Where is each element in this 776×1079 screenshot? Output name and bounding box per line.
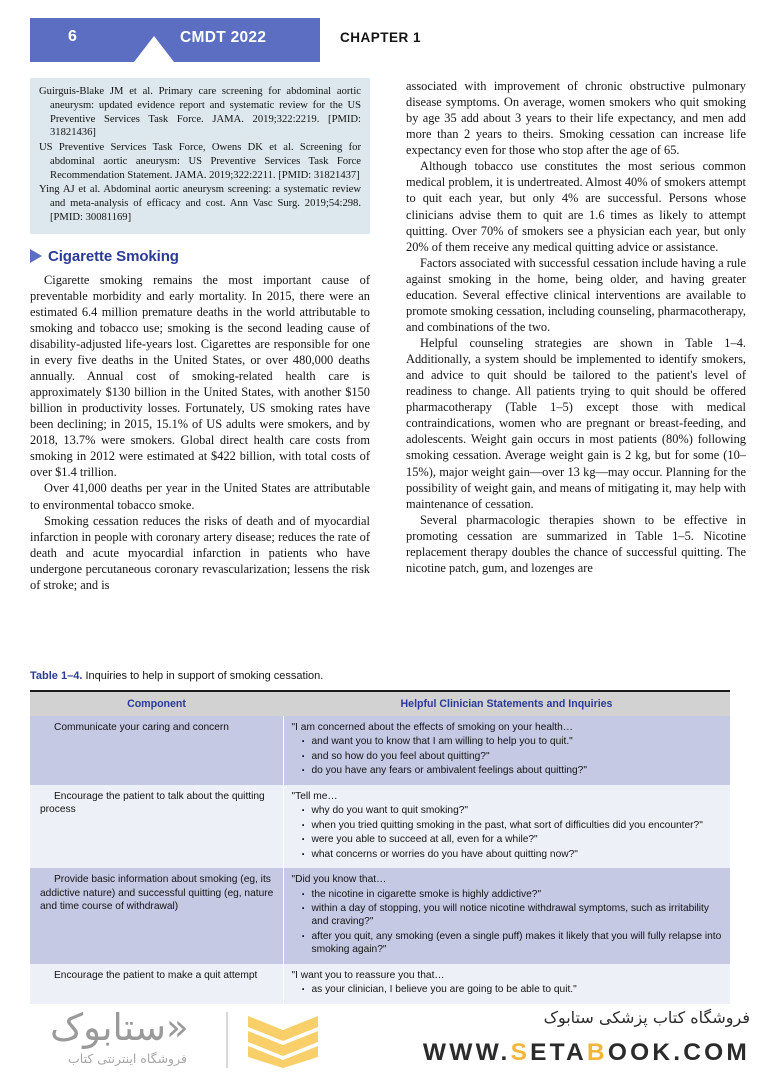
paragraph: Helpful counseling strategies are shown in Table 1–4. Additionally, a system should be implemented to identify smokers, and advice to quit should be tailored to the patient's level of readiness to change. All patients trying to quit should be offered pharmacotherapy (Table 1–5) except those with medical contraindications, women who are pregnant or breast-feeding, and adolescents. Weight gain occurs in most patients (80%) following smoking cessation. Average weight gain is 2 kg, but for some (10–15%), major weight gain—over 13 kg—may occur. Planning for the possibility of weight gain, and means of mitigating it, may help with maintenance of cessation. [406, 336, 746, 511]
page-number: 6 [68, 28, 78, 45]
list-item: · what concerns or worries do you have about quitting now?" [312, 848, 723, 861]
book-title: CMDT 2022 [180, 29, 267, 46]
list-item: · within a day of stopping, you will notice nicotine withdrawal symptoms, such as irritability and craving?" [312, 902, 723, 929]
reference-item: Guirguis-Blake JM et al. Primary care screening for abdominal aortic aneurysm: updated evidence report and systematic review for the US Preventive Services Task Force. JAMA. 2019;322:2219. [PMID: 31821436] [39, 86, 361, 139]
component-text: Encourage the patient to talk about the quitting process [40, 790, 265, 816]
table-1-4-container [30, 670, 730, 1004]
paragraph: Smoking cessation reduces the risks of death and of myocardial infarction in people with coronary artery disease; reduces the rate of death and acute myocardial infarction in patients who have undergone percutaneous coronary revascularization; lessens the risk of stroke; and is [30, 513, 370, 592]
paragraph: Cigarette smoking remains the most important cause of preventable morbidity and early mortality. In 2015, there were an estimated 6.4 million premature deaths in the world attributable to smoking and tobacco use; smoking is the second leading cause of disability-adjusted life-years lost. Cigarettes are responsible for one in every five deaths in the United States, or over 480,000 deaths annually. Annual cost of smoking-related health care is approximately $130 billion in the United States, with another $150 billion in productivity losses. Fortunately, US smoking rates have been declining; in 2015, 15.1% of US adults were smokers, and by 2018, 13.7% were smokers. Global direct health care costs from smoking in 2012 were estimated at $422 billion, with total costs of over $1.4 trillion. [30, 272, 370, 480]
logo-wordmark: «ستابوک [50, 1006, 189, 1049]
chevron-stack-icon [246, 1014, 320, 1068]
table-row [30, 868, 730, 964]
list-item: · why do you want to quit smoking?" [312, 804, 723, 817]
footer-watermark [0, 998, 776, 1079]
running-head [30, 18, 746, 62]
triangle-bullet-icon [30, 249, 42, 263]
section-heading [30, 248, 370, 265]
reference-box [30, 78, 370, 234]
logo-subtitle: فروشگاه اینترنتی کتاب [68, 1051, 187, 1066]
cell-component [30, 785, 283, 868]
cell-component [30, 868, 283, 964]
table-caption [30, 670, 730, 682]
inquiry-lead: "I want you to reassure you that… [291, 969, 445, 981]
inquiry-lead: "Did you know that… [291, 874, 387, 886]
component-text: Provide basic information about smoking (eg, its addictive nature) and successful quitting (eg, nature and time course of withdrawal) [40, 874, 274, 912]
inquiry-list [292, 888, 723, 957]
list-item: · do you have any fears or ambivalent feelings about quitting?" [312, 764, 723, 777]
table-caption-text: Inquiries to help in support of smoking cessation. [85, 670, 324, 682]
url-suffix: OOK.COM [607, 1039, 750, 1066]
table-head [30, 691, 730, 716]
site-url [423, 1039, 750, 1067]
list-item: · and want you to know that I am willing to help you to quit." [312, 735, 723, 748]
cell-inquiries [283, 716, 730, 785]
paragraph: Over 41,000 deaths per year in the United States are attributable to environmental tobacco smoke. [30, 481, 370, 512]
component-text: Communicate your caring and concern [54, 722, 229, 733]
site-tagline: فروشگاه کتاب پزشکی ستابوک [543, 1008, 750, 1027]
setabook-logo [40, 1004, 370, 1074]
paragraph: Several pharmacologic therapies shown to be effective in promoting cessation are summarized in Table 1–5. Nicotine replacement therapy doubles the chance of successful quitting. The nicotine patch, gum, and lozenges are [406, 512, 746, 575]
cell-component [30, 716, 283, 785]
url-prefix: WWW. [422, 1039, 511, 1066]
inquiry-list [292, 804, 723, 861]
logo-wordmark-text: ستابوک [50, 1006, 166, 1049]
reference-item: US Preventive Services Task Force, Owens DK et al. Screening for abdominal aortic aneurysm: US Preventive Services Task Force Recommendation Statement. JAMA. 2019;322:2211. [PMID: 31821437] [39, 142, 361, 181]
column-header-component: Component [30, 691, 283, 716]
column-header-inquiries: Helpful Clinician Statements and Inquiries [283, 691, 730, 716]
url-letter-s: S [510, 1039, 531, 1066]
inquiry-lead: "Tell me… [291, 790, 338, 802]
url-letter-b: B [586, 1039, 608, 1066]
logo-divider [226, 1012, 228, 1068]
list-item: · after you quit, any smoking (even a single puff) makes it likely that you will fully relapse into smoking again?" [312, 930, 723, 957]
cell-inquiries [283, 785, 730, 868]
paragraph: Factors associated with successful cessation include having a rule against smoking in the home, being older, and having greater education. Several effective clinical interventions are available to promote smoking cessation, including counseling, pharmacotherapy, and combinations of the two. [406, 255, 746, 334]
paragraph: associated with improvement of chronic obstructive pulmonary disease symptoms. On average, women smokers who quit smoking by age 35 add about 3 years to their life expectancy, and men add more than 2 years to theirs. Smoking cessation can increase life expectancy even for those who stop after the age of 65. [406, 79, 746, 158]
table-caption-label: Table 1–4. [30, 670, 83, 682]
table-header-row [30, 691, 730, 716]
left-column [30, 78, 370, 643]
list-item: · the nicotine in cigarette smoke is highly addictive?" [312, 888, 723, 901]
cell-inquiries [283, 868, 730, 964]
chapter-label: CHAPTER 1 [340, 30, 422, 45]
table-row [30, 785, 730, 868]
inquiry-list [292, 983, 723, 996]
running-head-notch [134, 36, 174, 62]
component-text: Encourage the patient to make a quit attempt [54, 969, 258, 981]
section-heading-label: Cigarette Smoking [48, 247, 179, 265]
table-1-4 [30, 690, 730, 1004]
inquiry-lead: "I am concerned about the effects of smoking on your health… [291, 722, 573, 733]
table-body [30, 716, 730, 1004]
inquiry-list [292, 735, 723, 777]
list-item: · when you tried quitting smoking in the past, what sort of difficulties did you encounter?" [312, 819, 723, 832]
paragraph: Although tobacco use constitutes the most serious common medical problem, it is undertreated. Almost 40% of smokers attempt to quit each year, but only 4% are successful. Persons whose clinicians advise them to quit are 1.6 times as likely to attempt quitting. Over 70% of smokers see a physician each year, but only 20% of them receive any medical quitting advice or assistance. [406, 159, 746, 254]
table-row [30, 716, 730, 785]
article-body [30, 78, 746, 643]
url-mid: ETA [530, 1039, 587, 1066]
right-column [406, 78, 746, 643]
reference-item: Ying AJ et al. Abdominal aortic aneurysm screening: a systematic review and meta-analysis of efficacy and cost. Ann Vasc Surg. 2019;54:298. [PMID: 30081169] [39, 184, 361, 223]
list-item: · were you able to succeed at all, even for a while?" [312, 833, 723, 846]
list-item: · and so how do you feel about quitting?" [312, 750, 723, 763]
list-item: · as your clinician, I believe you are going to be able to quit." [312, 983, 723, 996]
